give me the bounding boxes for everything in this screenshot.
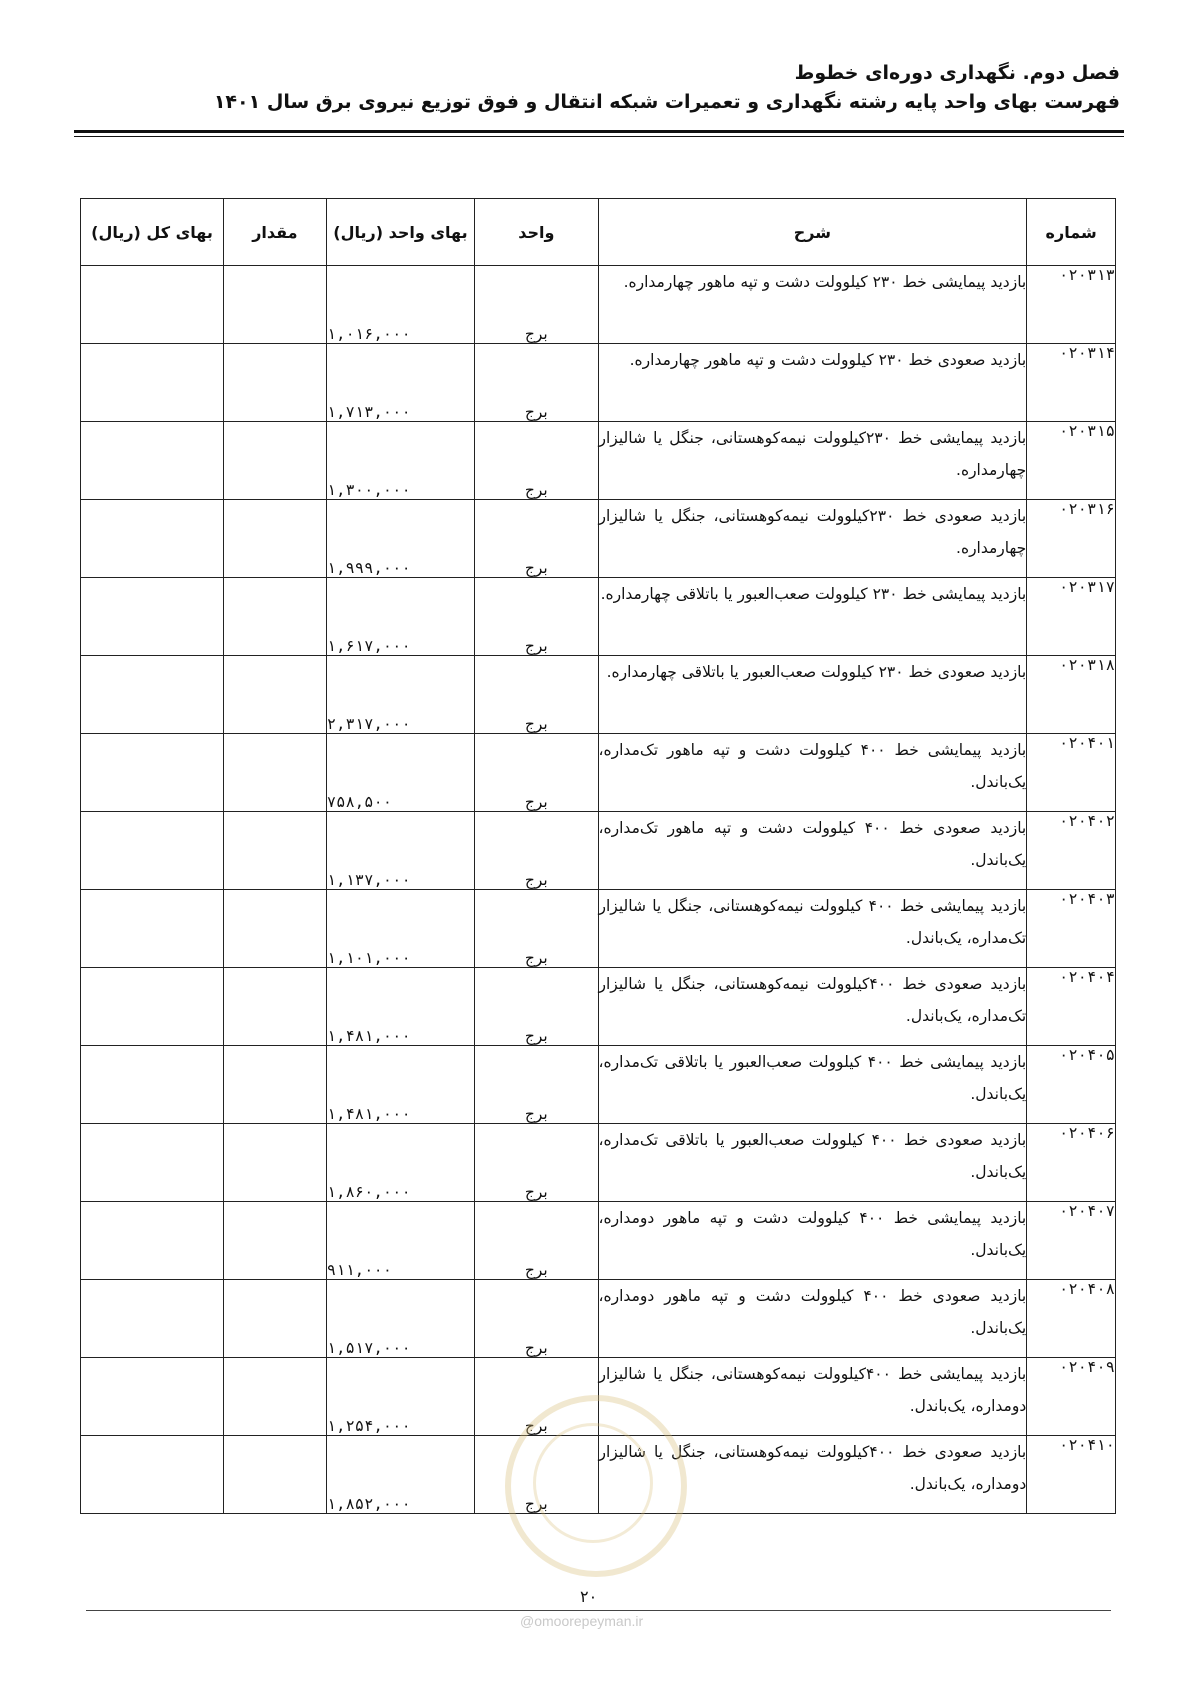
item-unit: برج <box>475 890 598 968</box>
item-unit: برج <box>475 1358 598 1436</box>
item-quantity <box>223 344 326 422</box>
item-unit-price: ۱,۳۰۰,۰۰۰ <box>326 422 474 500</box>
item-unit-price: ۲,۳۱۷,۰۰۰ <box>326 656 474 734</box>
item-unit: برج <box>475 1124 598 1202</box>
item-code: ۰۲۰۳۱۳ <box>1027 266 1116 344</box>
item-unit-price: ۱,۱۰۱,۰۰۰ <box>326 890 474 968</box>
item-description: بازدید صعودی خط ۴۰۰ کیلوولت صعب‌العبور یا باتلاقی تک‌مداره، یک‌باندل. <box>598 1124 1027 1202</box>
header-unit-price: بهای واحد (ریال) <box>326 199 474 266</box>
item-unit-price: ۱,۸۵۲,۰۰۰ <box>326 1436 474 1514</box>
item-total-price <box>81 890 224 968</box>
header-total-price: بهای کل (ریال) <box>81 199 224 266</box>
item-code: ۰۲۰۳۱۵ <box>1027 422 1116 500</box>
item-unit-price: ۱,۴۸۱,۰۰۰ <box>326 1046 474 1124</box>
item-total-price <box>81 422 224 500</box>
item-quantity <box>223 500 326 578</box>
table-row <box>81 1280 1116 1358</box>
item-total-price <box>81 1124 224 1202</box>
item-description: بازدید صعودی خط ۴۰۰کیلوولت نیمه‌کوهستانی، جنگل یا شالیزار تک‌مداره، یک‌باندل. <box>598 968 1027 1046</box>
item-unit-price: ۱,۶۱۷,۰۰۰ <box>326 578 474 656</box>
item-description: بازدید پیمایشی خط ۲۳۰ کیلوولت دشت و تپه ماهور چهارمداره. <box>598 266 1027 344</box>
header-rule-thin <box>74 136 1124 137</box>
item-code: ۰۲۰۳۱۸ <box>1027 656 1116 734</box>
item-quantity <box>223 1046 326 1124</box>
watermark-text: @omoorepeyman.ir <box>520 1613 644 1629</box>
item-unit-price: ۱,۹۹۹,۰۰۰ <box>326 500 474 578</box>
item-code: ۰۲۰۳۱۴ <box>1027 344 1116 422</box>
item-unit-price: ۹۱۱,۰۰۰ <box>326 1202 474 1280</box>
item-code: ۰۲۰۴۰۶ <box>1027 1124 1116 1202</box>
item-code: ۰۲۰۴۰۲ <box>1027 812 1116 890</box>
header-description: شرح <box>598 199 1027 266</box>
item-unit: برج <box>475 656 598 734</box>
item-unit-price: ۱,۴۸۱,۰۰۰ <box>326 968 474 1046</box>
item-quantity <box>223 266 326 344</box>
table-row <box>81 1046 1116 1124</box>
item-quantity <box>223 734 326 812</box>
item-unit-price: ۱,۵۱۷,۰۰۰ <box>326 1280 474 1358</box>
header-quantity: مقدار <box>223 199 326 266</box>
item-total-price <box>81 1280 224 1358</box>
chapter-title: فصل دوم. نگهداری دوره‌ای خطوط <box>794 62 1120 84</box>
item-quantity <box>223 1202 326 1280</box>
item-unit: برج <box>475 1436 598 1514</box>
item-description: بازدید صعودی خط ۲۳۰کیلوولت نیمه‌کوهستانی، جنگل یا شالیزار چهارمداره. <box>598 500 1027 578</box>
table-row <box>81 656 1116 734</box>
table-row <box>81 1202 1116 1280</box>
item-total-price <box>81 734 224 812</box>
item-description: بازدید پیمایشی خط ۴۰۰ کیلوولت نیمه‌کوهستانی، جنگل یا شالیزار تک‌مداره، یک‌باندل. <box>598 890 1027 968</box>
item-quantity <box>223 1436 326 1514</box>
watermark-seal <box>505 1395 687 1577</box>
item-description: بازدید پیمایشی خط ۴۰۰ کیلوولت دشت و تپه ماهور تک‌مداره، یک‌باندل. <box>598 734 1027 812</box>
table-row <box>81 578 1116 656</box>
table-row <box>81 734 1116 812</box>
item-description: بازدید صعودی خط ۴۰۰ کیلوولت دشت و تپه ماهور دومداره، یک‌باندل. <box>598 1280 1027 1358</box>
item-total-price <box>81 266 224 344</box>
item-quantity <box>223 1280 326 1358</box>
document-subtitle: فهرست بهای واحد پایه رشته نگهداری و تعمیرات شبکه انتقال و فوق توزیع نیروی برق سال ۱۴۰۱ <box>213 91 1120 113</box>
item-total-price <box>81 1202 224 1280</box>
footer-rule <box>86 1610 1111 1611</box>
item-quantity <box>223 812 326 890</box>
table-row <box>81 500 1116 578</box>
item-unit: برج <box>475 1280 598 1358</box>
page-number: ۲۰ <box>580 1587 598 1606</box>
table-header-row <box>81 199 1116 266</box>
table-row <box>81 344 1116 422</box>
item-unit-price: ۱,۲۵۴,۰۰۰ <box>326 1358 474 1436</box>
item-total-price <box>81 344 224 422</box>
item-unit: برج <box>475 344 598 422</box>
item-unit-price: ۱,۸۶۰,۰۰۰ <box>326 1124 474 1202</box>
item-unit: برج <box>475 578 598 656</box>
item-unit: برج <box>475 1046 598 1124</box>
item-total-price <box>81 656 224 734</box>
item-unit: برج <box>475 734 598 812</box>
item-quantity <box>223 656 326 734</box>
item-code: ۰۲۰۴۰۹ <box>1027 1358 1116 1436</box>
item-total-price <box>81 1436 224 1514</box>
item-unit: برج <box>475 1202 598 1280</box>
item-code: ۰۲۰۴۰۸ <box>1027 1280 1116 1358</box>
item-code: ۰۲۰۴۰۷ <box>1027 1202 1116 1280</box>
item-total-price <box>81 1358 224 1436</box>
item-total-price <box>81 500 224 578</box>
item-description: بازدید صعودی خط ۲۳۰ کیلوولت دشت و تپه ماهور چهارمداره. <box>598 344 1027 422</box>
item-unit-price: ۱,۰۱۶,۰۰۰ <box>326 266 474 344</box>
item-quantity <box>223 1124 326 1202</box>
item-description: بازدید پیمایشی خط ۴۰۰ کیلوولت صعب‌العبور یا باتلاقی تک‌مداره، یک‌باندل. <box>598 1046 1027 1124</box>
item-unit: برج <box>475 968 598 1046</box>
item-code: ۰۲۰۴۰۵ <box>1027 1046 1116 1124</box>
item-total-price <box>81 1046 224 1124</box>
header-rule-thick <box>74 130 1124 133</box>
item-description: بازدید پیمایشی خط ۲۳۰کیلوولت نیمه‌کوهستانی، جنگل یا شالیزار چهارمداره. <box>598 422 1027 500</box>
item-total-price <box>81 578 224 656</box>
item-code: ۰۲۰۴۰۱ <box>1027 734 1116 812</box>
table-row <box>81 266 1116 344</box>
item-unit: برج <box>475 422 598 500</box>
item-total-price <box>81 968 224 1046</box>
item-code: ۰۲۰۳۱۶ <box>1027 500 1116 578</box>
item-description: بازدید صعودی خط ۴۰۰ کیلوولت دشت و تپه ماهور تک‌مداره، یک‌باندل. <box>598 812 1027 890</box>
item-unit: برج <box>475 812 598 890</box>
item-unit-price: ۱,۷۱۳,۰۰۰ <box>326 344 474 422</box>
item-description: بازدید پیمایشی خط ۴۰۰ کیلوولت دشت و تپه ماهور دومداره، یک‌باندل. <box>598 1202 1027 1280</box>
item-total-price <box>81 812 224 890</box>
header-code: شماره <box>1027 199 1116 266</box>
item-unit-price: ۷۵۸,۵۰۰ <box>326 734 474 812</box>
table-row <box>81 1124 1116 1202</box>
item-description: بازدید پیمایشی خط ۴۰۰کیلوولت نیمه‌کوهستانی، جنگل یا شالیزار دومداره، یک‌باندل. <box>598 1358 1027 1436</box>
item-code: ۰۲۰۴۱۰ <box>1027 1436 1116 1514</box>
item-unit-price: ۱,۱۳۷,۰۰۰ <box>326 812 474 890</box>
item-unit: برج <box>475 500 598 578</box>
item-quantity <box>223 422 326 500</box>
item-quantity <box>223 1358 326 1436</box>
item-unit: برج <box>475 266 598 344</box>
table-row <box>81 422 1116 500</box>
watermark-seal-inner <box>533 1423 653 1543</box>
item-description: بازدید پیمایشی خط ۲۳۰ کیلوولت صعب‌العبور یا باتلاقی چهارمداره. <box>598 578 1027 656</box>
item-code: ۰۲۰۴۰۴ <box>1027 968 1116 1046</box>
table-row <box>81 812 1116 890</box>
item-quantity <box>223 968 326 1046</box>
item-quantity <box>223 578 326 656</box>
table-row <box>81 968 1116 1046</box>
item-code: ۰۲۰۳۱۷ <box>1027 578 1116 656</box>
table-row <box>81 890 1116 968</box>
item-description: بازدید صعودی خط ۲۳۰ کیلوولت صعب‌العبور یا باتلاقی چهارمداره. <box>598 656 1027 734</box>
header-unit: واحد <box>475 199 598 266</box>
item-code: ۰۲۰۴۰۳ <box>1027 890 1116 968</box>
price-list-table <box>80 198 1116 1514</box>
item-quantity <box>223 890 326 968</box>
item-description: بازدید صعودی خط ۴۰۰کیلوولت نیمه‌کوهستانی، جنگل یا شالیزار دومداره، یک‌باندل. <box>598 1436 1027 1514</box>
page-header <box>80 58 1120 116</box>
